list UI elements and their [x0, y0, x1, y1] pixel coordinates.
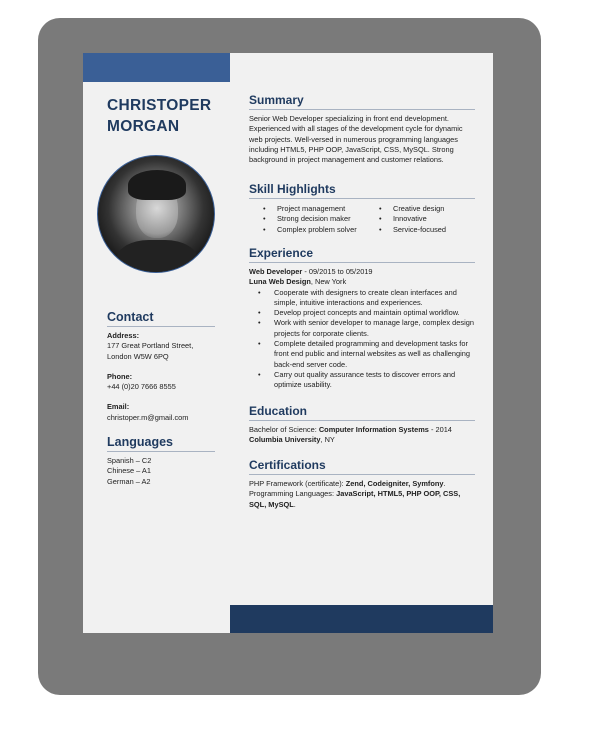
- cert-value: Zend, Codeigniter, Symfony: [345, 479, 444, 488]
- email-label: Email:: [107, 402, 130, 412]
- company-name: Luna Web Design: [249, 277, 311, 287]
- company-location: , New York: [310, 277, 347, 287]
- cert-period: .: [293, 499, 296, 509]
- address-line-1: 177 Great Portland Street,: [107, 341, 194, 351]
- contact-details: [107, 331, 227, 423]
- email-value: christoper.m@gmail.com: [107, 412, 189, 422]
- certifications-heading: Certifications: [249, 458, 475, 475]
- graduation-year: - 2014: [428, 425, 452, 434]
- skills-list: [249, 204, 475, 235]
- major: Computer Information Systems: [318, 425, 429, 434]
- photo-body: [116, 240, 198, 273]
- summary-text: Senior Web Developer specializing in front end development. Experienced with all stages of the development cycle for dynamic web projects. Well-versed in numerous programming languages including HTML5, PHP OOP, JavaScript, CSS, MySQL. Strong background in project management and customer relations.: [249, 114, 463, 165]
- skill-item: • Innovative: [365, 214, 446, 224]
- skill-item: • Project management: [249, 204, 365, 214]
- name-line-1: CHRISTOPER: [107, 97, 212, 114]
- address-label: Address:: [107, 331, 140, 340]
- name-line-2: MORGAN: [107, 118, 180, 135]
- cert-label: Programming Languages:: [249, 489, 337, 499]
- school-location: , NY: [320, 435, 335, 445]
- experience-bullet: • Complete detailed programming and development tasks for front end public and internal websites as well as challenging back-end server code.: [249, 339, 475, 370]
- skill-item: • Complex problem solver: [249, 225, 365, 235]
- address-line-2: London W5W 6PQ: [107, 351, 169, 361]
- summary-heading: Summary: [249, 93, 475, 110]
- experience-bullet: • Develop project concepts and maintain optimal workflow.: [249, 308, 475, 318]
- education-heading: Education: [249, 404, 475, 421]
- school-name: Columbia University: [249, 435, 321, 445]
- experience-bullet: • Cooperate with designers to create clean interfaces and simple, intuitive interactions and experiences.: [249, 288, 475, 309]
- skill-item: • Creative design: [365, 204, 446, 214]
- degree: Bachelor of Science:: [249, 425, 319, 434]
- language-item: Spanish – C2: [107, 456, 152, 465]
- contact-heading: Contact: [107, 310, 215, 327]
- resume-page: [83, 53, 493, 633]
- experience-bullet: • Work with senior developer to manage large, complex design projects for corporate clients.: [249, 318, 475, 339]
- skill-item: • Service-focused: [365, 225, 446, 235]
- education-entry: [249, 425, 475, 446]
- bottom-accent-bar: [230, 605, 493, 633]
- cert-label: PHP Framework (certificate):: [249, 479, 346, 488]
- skills-heading: Skill Highlights: [249, 182, 475, 199]
- languages-heading: Languages: [107, 435, 215, 452]
- phone-value: +44 (0)20 7666 8555: [107, 382, 176, 392]
- experience-heading: Experience: [249, 246, 475, 263]
- phone-label: Phone:: [107, 371, 133, 381]
- experience-entry: [249, 267, 475, 391]
- job-dates: - 09/2015 to 05/2019: [302, 267, 373, 276]
- experience-bullet: • Carry out quality assurance tests to discover errors and optimize usability.: [249, 370, 475, 391]
- cert-period: .: [443, 479, 446, 488]
- cert-value: JavaScript, HTML5, PHP OOP, CSS, SQL, MySQL: [249, 489, 461, 509]
- profile-photo: [97, 155, 215, 273]
- language-item: Chinese – A1: [107, 466, 151, 476]
- languages-list: [107, 456, 227, 487]
- candidate-name: [107, 95, 211, 137]
- photo-hair: [128, 170, 186, 200]
- job-title: Web Developer: [249, 267, 303, 276]
- certifications-entry: [249, 479, 475, 510]
- top-accent-bar: [83, 53, 230, 82]
- language-item: German – A2: [107, 476, 151, 486]
- skill-item: • Strong decision maker: [249, 214, 365, 224]
